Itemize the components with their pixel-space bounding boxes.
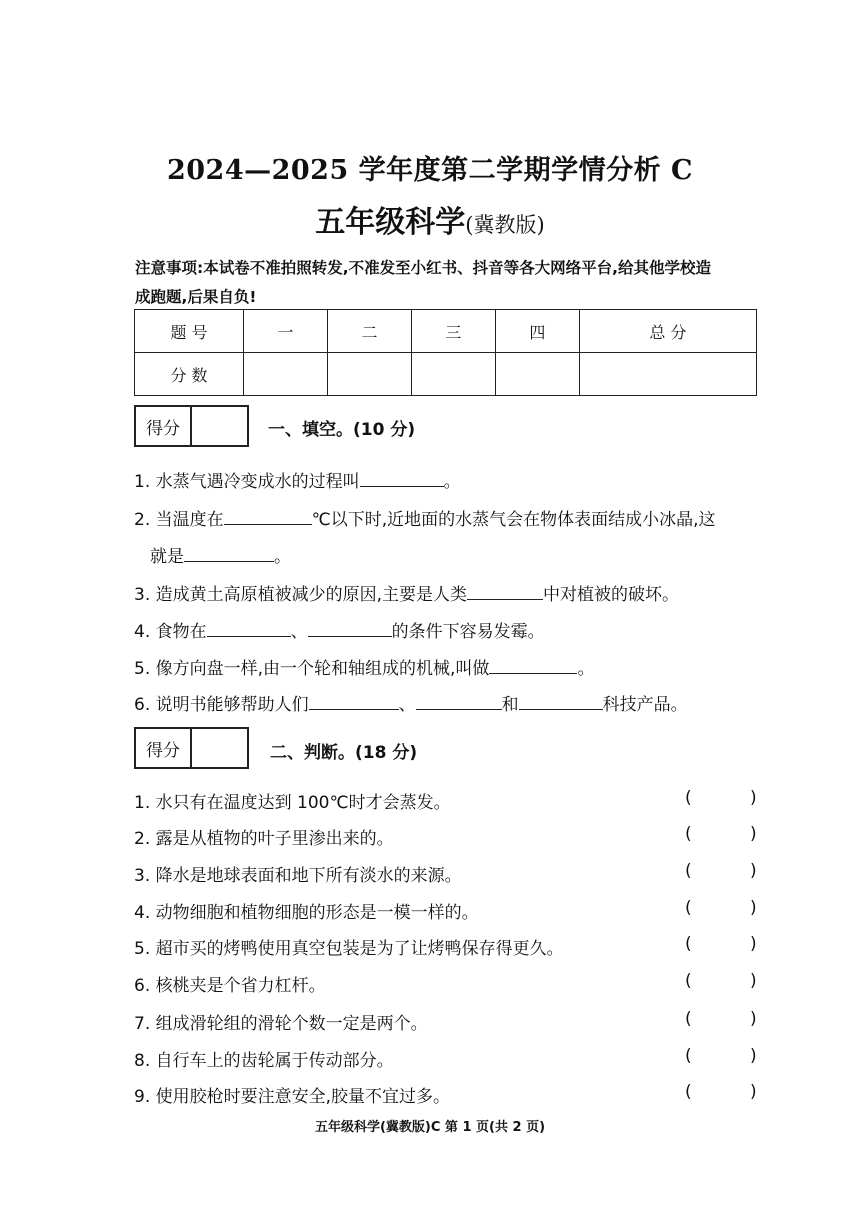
question-text: 6. 说明书能够帮助人们 — [134, 695, 309, 715]
judge-question: 9. 使用胶枪时要注意安全,胶量不宜过多。 — [134, 1087, 451, 1107]
answer-paren-close: ) — [750, 1009, 757, 1029]
exam-subtitle — [0, 197, 860, 241]
judge-question: 6. 核桃夹是个省力杠杆。 — [134, 976, 326, 996]
exam-title: 2024—2025 学年度第二学期学情分析 C — [166, 155, 694, 186]
answer-paren-open[interactable]: ( — [685, 824, 692, 844]
score-cell[interactable] — [411, 353, 495, 396]
answer-blank[interactable] — [224, 510, 312, 525]
fill-question-5 — [134, 654, 594, 679]
question-text: 。 — [577, 659, 595, 679]
answer-paren-close: ) — [750, 824, 757, 844]
score-header-cell: 二 — [327, 310, 411, 353]
answer-paren-close: ) — [750, 1046, 757, 1066]
judge-question: 1. 水只有在温度达到 100℃时才会蒸发。 — [134, 793, 451, 813]
section1-score-box — [134, 405, 249, 447]
question-text: 5. 像方向盘一样,由一个轮和轴组成的机械,叫做 — [134, 659, 490, 679]
score-box-blank[interactable] — [192, 729, 247, 767]
subject-name: 五年级科学 — [315, 205, 466, 240]
answer-blank[interactable] — [309, 695, 399, 710]
answer-blank[interactable] — [519, 695, 603, 710]
answer-paren-open[interactable]: ( — [685, 1082, 692, 1102]
answer-blank[interactable] — [207, 622, 291, 637]
section2-title: 二、判断。(18 分) — [270, 743, 418, 763]
score-cell[interactable] — [495, 353, 579, 396]
edition-label: (冀教版) — [465, 213, 545, 237]
score-cell[interactable] — [327, 353, 411, 396]
score-header-cell: 题 号 — [135, 310, 244, 353]
notice-line-1: 注意事项:本试卷不准拍照转发,不准发至小红书、抖音等各大网络平台,给其他学校造 — [135, 259, 711, 277]
question-text: 2. 当温度在 — [134, 510, 224, 530]
answer-paren-close: ) — [750, 934, 757, 954]
fill-question-2-cont — [150, 542, 291, 567]
answer-paren-close: ) — [750, 898, 757, 918]
judge-question: 3. 降水是地球表面和地下所有淡水的来源。 — [134, 866, 462, 886]
answer-blank[interactable] — [416, 695, 502, 710]
fill-question-4 — [134, 617, 545, 642]
score-row-label: 分 数 — [135, 353, 244, 396]
answer-paren-close: ) — [750, 861, 757, 881]
answer-paren-open[interactable]: ( — [685, 1046, 692, 1066]
fill-question-2 — [134, 505, 716, 530]
notice-line-2: 成跑题,后果自负! — [135, 288, 257, 306]
question-text: 和 — [501, 695, 519, 715]
score-cell[interactable] — [579, 353, 756, 396]
answer-paren-close: ) — [750, 971, 757, 991]
judge-question: 7. 组成滑轮组的滑轮个数一定是两个。 — [134, 1014, 428, 1034]
answer-blank[interactable] — [308, 622, 392, 637]
answer-blank[interactable] — [467, 585, 543, 600]
answer-blank[interactable] — [184, 547, 274, 562]
question-text: ℃以下时,近地面的水蒸气会在物体表面结成小冰晶,这 — [311, 510, 716, 530]
answer-paren-close: ) — [750, 788, 757, 808]
answer-paren-open[interactable]: ( — [685, 861, 692, 881]
question-text: 、 — [290, 622, 308, 642]
judge-question: 2. 露是从植物的叶子里渗出来的。 — [134, 829, 394, 849]
question-text: 。 — [274, 547, 291, 567]
fill-question-1 — [134, 467, 461, 492]
judge-question: 8. 自行车上的齿轮属于传动部分。 — [134, 1051, 394, 1071]
answer-blank[interactable] — [360, 472, 444, 487]
fill-question-6 — [134, 690, 688, 715]
question-text: 4. 食物在 — [134, 622, 207, 642]
score-box-blank[interactable] — [192, 407, 247, 445]
answer-paren-close: ) — [750, 1082, 757, 1102]
question-text: 的条件下容易发霉。 — [391, 622, 545, 642]
answer-paren-open[interactable]: ( — [685, 898, 692, 918]
question-text: 。 — [443, 472, 461, 492]
judge-question: 5. 超市买的烤鸭使用真空包装是为了让烤鸭保存得更久。 — [134, 939, 564, 959]
answer-paren-open[interactable]: ( — [685, 934, 692, 954]
section1-title: 一、填空。(10 分) — [268, 420, 416, 440]
question-text: 3. 造成黄土高原植被减少的原因,主要是人类 — [134, 585, 468, 605]
question-text: 就是 — [150, 547, 184, 567]
question-text: 科技产品。 — [602, 695, 688, 715]
judge-question: 4. 动物细胞和植物细胞的形态是一模一样的。 — [134, 903, 479, 923]
score-cell[interactable] — [244, 353, 328, 396]
section2-score-box — [134, 727, 249, 769]
score-table — [134, 309, 757, 396]
score-header-cell: 一 — [244, 310, 328, 353]
fill-question-3 — [134, 580, 679, 605]
page-footer: 五年级科学(冀教版)C 第 1 页(共 2 页) — [314, 1120, 546, 1135]
answer-paren-open[interactable]: ( — [685, 971, 692, 991]
score-table-score-row — [135, 353, 757, 396]
answer-paren-open[interactable]: ( — [685, 1009, 692, 1029]
answer-paren-open[interactable]: ( — [685, 788, 692, 808]
answer-blank[interactable] — [489, 659, 577, 674]
question-text: 中对植被的破坏。 — [543, 585, 680, 605]
score-table-header-row — [135, 310, 757, 353]
score-header-cell: 三 — [411, 310, 495, 353]
notice-text — [135, 254, 765, 312]
score-box-label: 得分 — [136, 729, 192, 767]
question-text: 1. 水蒸气遇冷变成水的过程叫 — [134, 472, 360, 492]
score-header-cell: 总 分 — [579, 310, 756, 353]
question-text: 、 — [398, 695, 416, 715]
score-header-cell: 四 — [495, 310, 579, 353]
score-box-label: 得分 — [136, 407, 192, 445]
